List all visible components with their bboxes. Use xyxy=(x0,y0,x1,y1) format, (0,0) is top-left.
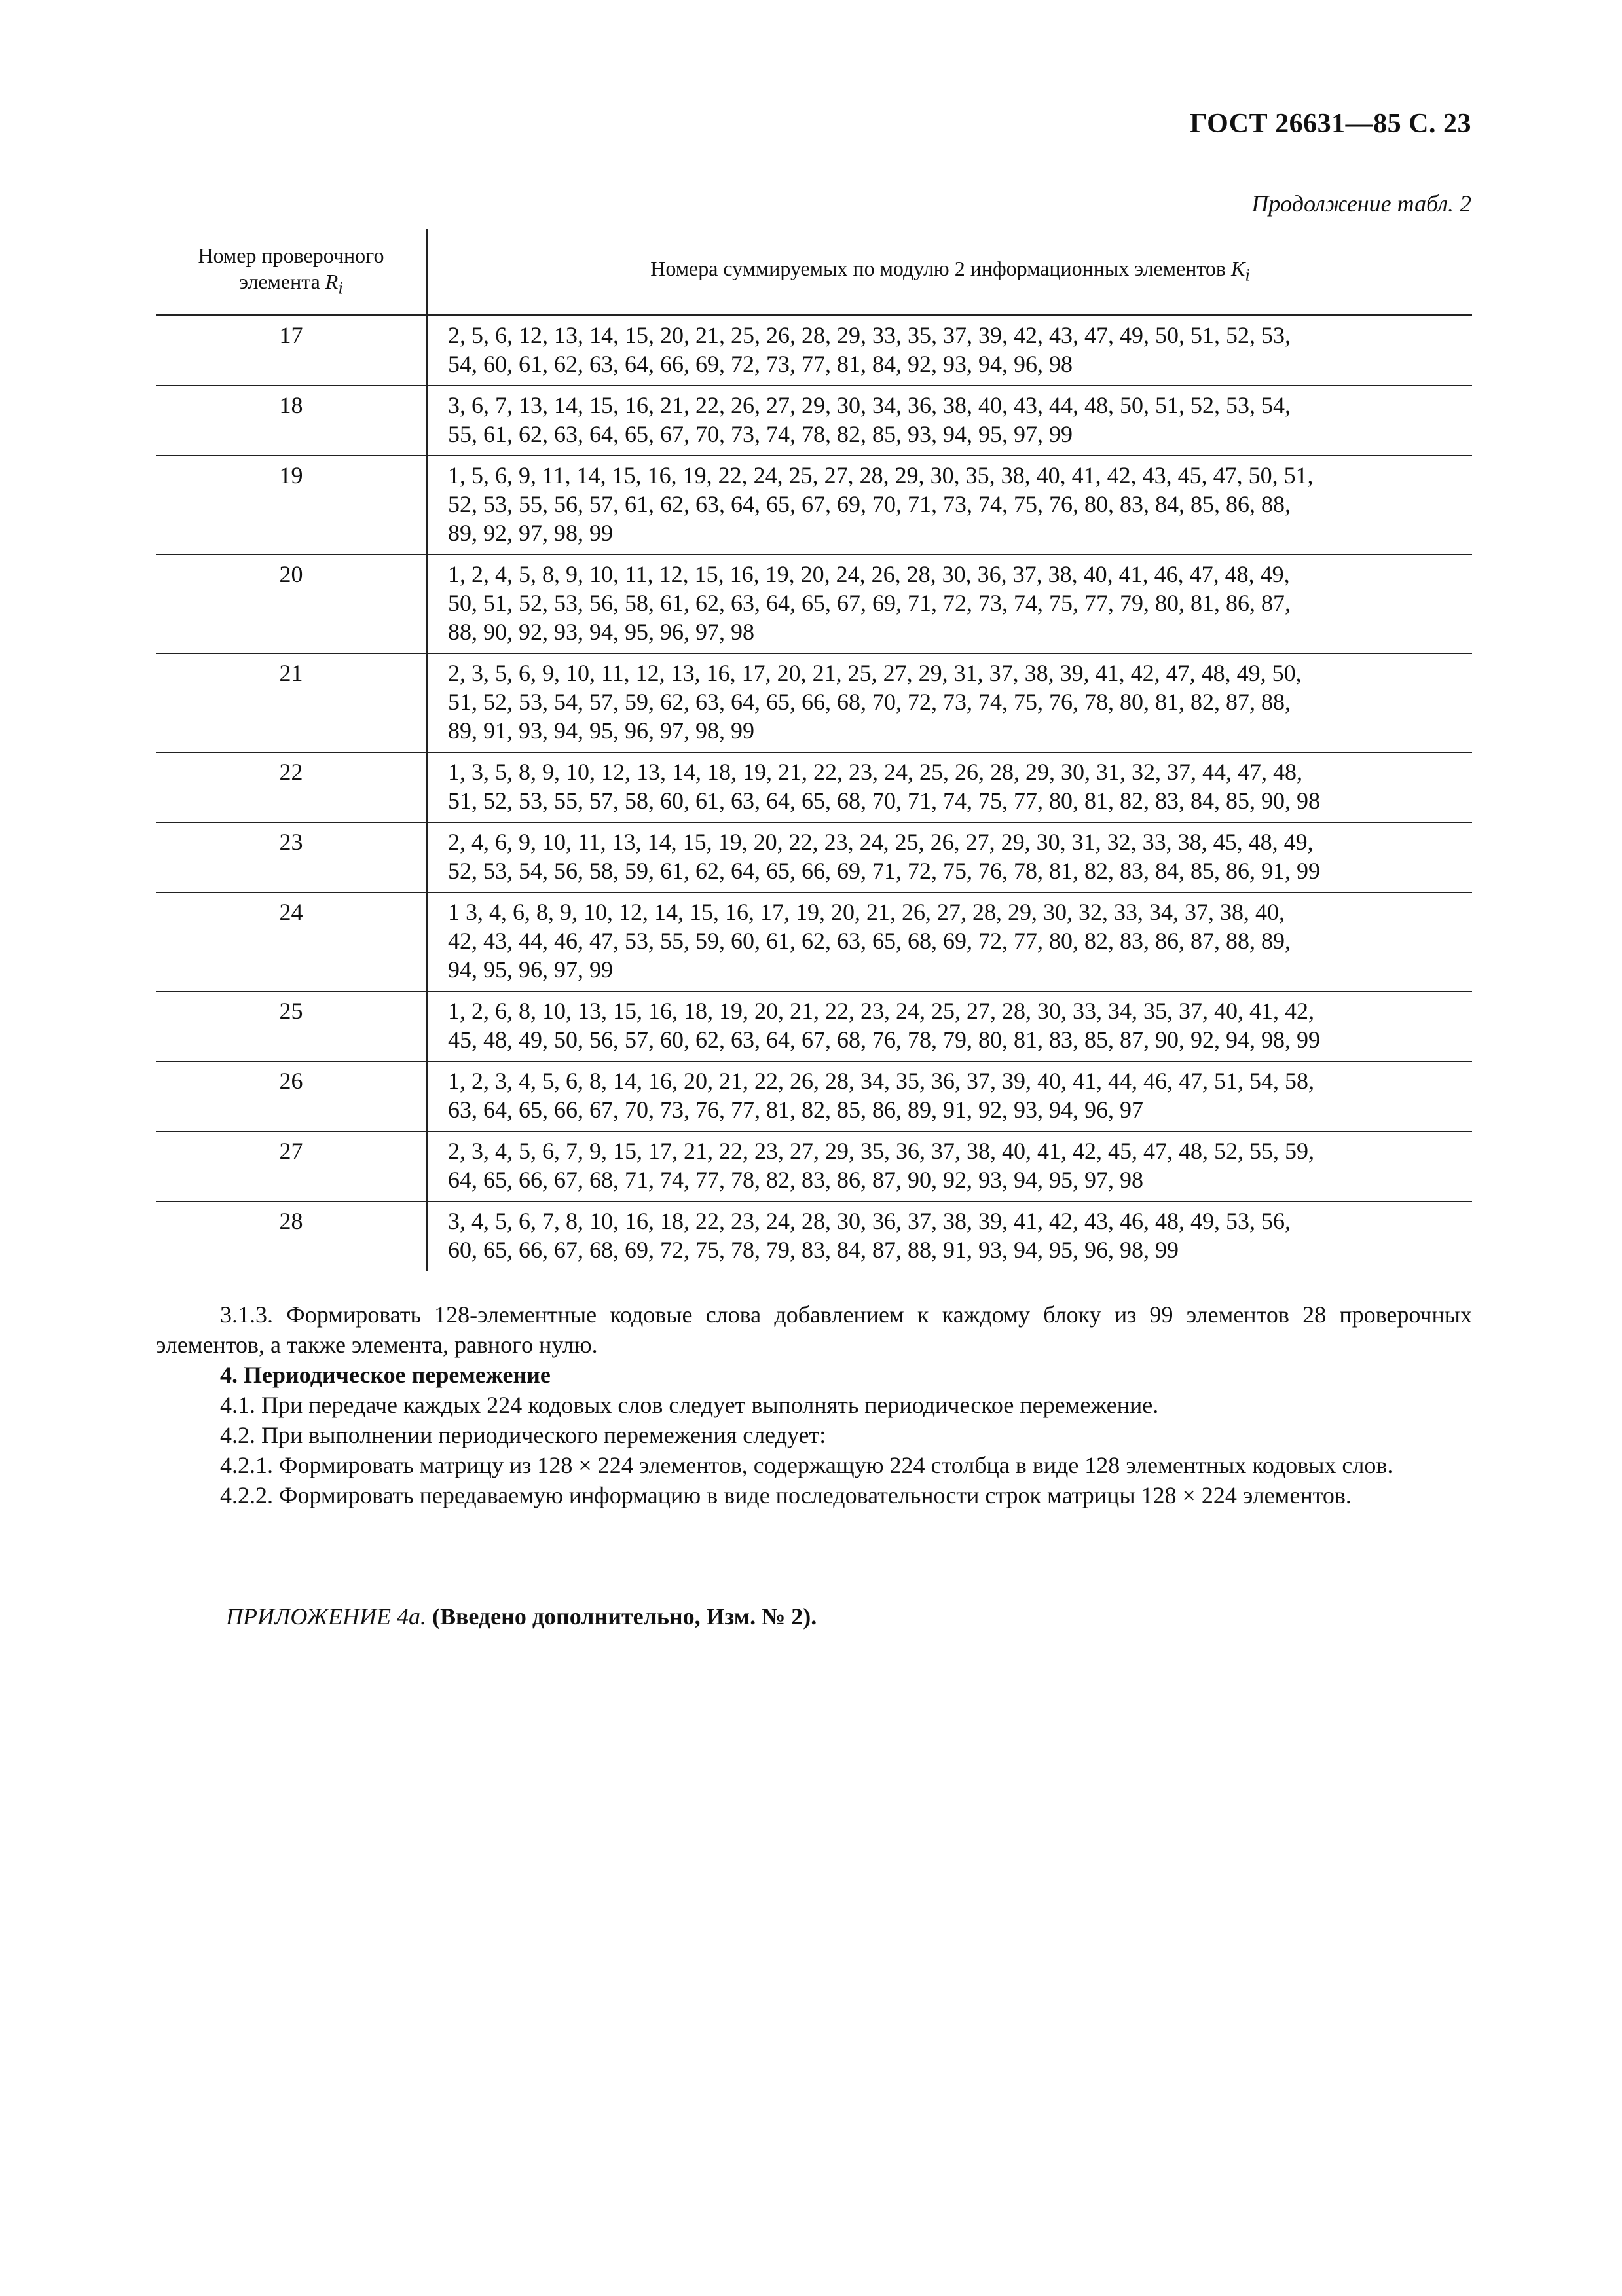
page-header: ГОСТ 26631—85 С. 23 xyxy=(1189,109,1471,139)
table-row xyxy=(156,653,1472,752)
info-elements-line: 89, 92, 97, 98, 99 xyxy=(448,520,613,546)
info-elements-list xyxy=(428,752,1473,822)
info-elements-line: 88, 90, 92, 93, 94, 95, 96, 97, 98 xyxy=(448,619,754,645)
info-elements-line: 2, 3, 5, 6, 9, 10, 11, 12, 13, 16, 17, 20, 21, 25, 27, 29, 31, 37, 38, 39, 41, 42, 47, 48, 49, 50, xyxy=(448,660,1302,686)
info-elements-line: 3, 6, 7, 13, 14, 15, 16, 21, 22, 26, 27, 29, 30, 34, 36, 38, 40, 43, 44, 48, 50, 51, 52, 53, 54, xyxy=(448,392,1291,418)
info-elements-list xyxy=(428,1201,1473,1271)
info-elements-line: 1, 3, 5, 8, 9, 10, 12, 13, 14, 18, 19, 21, 22, 23, 24, 25, 26, 28, 29, 30, 31, 32, 37, 44, 47, 48, xyxy=(448,759,1302,785)
info-elements-list xyxy=(428,892,1473,991)
header-info-symbol: K xyxy=(1231,257,1245,281)
info-elements-list xyxy=(428,456,1473,555)
check-element-number: 21 xyxy=(156,653,428,752)
info-elements-list xyxy=(428,1131,1473,1201)
check-element-number: 17 xyxy=(156,316,428,386)
appendix-change-note: (Введено дополнительно, Изм. № 2). xyxy=(432,1603,817,1630)
paragraph-4-2-1: 4.2.1. Формировать матрицу из 128 × 224 элементов, содержащую 224 столбца в виде 128 элементных кодовых слов. xyxy=(220,1452,1393,1478)
check-element-number: 18 xyxy=(156,386,428,456)
info-elements-line: 45, 48, 49, 50, 56, 57, 60, 62, 63, 64, 67, 68, 76, 78, 79, 80, 81, 83, 85, 87, 90, 92, 94, 98, 99 xyxy=(448,1027,1320,1053)
table-row xyxy=(156,1201,1472,1271)
check-element-number: 19 xyxy=(156,456,428,555)
info-elements-line: 1, 5, 6, 9, 11, 14, 15, 16, 19, 22, 24, 25, 27, 28, 29, 30, 35, 38, 40, 41, 42, 43, 45, 47, 50, 51, xyxy=(448,462,1314,488)
info-elements-list xyxy=(428,316,1473,386)
info-elements-line: 2, 4, 6, 9, 10, 11, 13, 14, 15, 19, 20, 22, 23, 24, 25, 26, 27, 29, 30, 31, 32, 33, 38, 45, 48, 49, xyxy=(448,829,1314,855)
check-element-number: 27 xyxy=(156,1131,428,1201)
table-row xyxy=(156,1061,1472,1131)
info-elements-line: 94, 95, 96, 97, 99 xyxy=(448,957,613,983)
check-element-number: 25 xyxy=(156,991,428,1061)
header-info-subscript: i xyxy=(1245,264,1250,285)
check-element-number: 22 xyxy=(156,752,428,822)
table-row xyxy=(156,555,1472,653)
table-body xyxy=(156,316,1472,1271)
table-row xyxy=(156,892,1472,991)
header-check-element xyxy=(156,229,428,316)
header-check-subscript: i xyxy=(338,278,343,298)
code-table xyxy=(156,229,1472,1271)
info-elements-list xyxy=(428,386,1473,456)
appendix-label: ПРИЛОЖЕНИЕ 4а. xyxy=(226,1603,426,1630)
info-elements-line: 51, 52, 53, 55, 57, 58, 60, 61, 63, 64, 65, 68, 70, 71, 74, 75, 77, 80, 81, 82, 83, 84, 85, 90, 98 xyxy=(448,788,1320,814)
info-elements-line: 50, 51, 52, 53, 56, 58, 61, 62, 63, 64, 65, 67, 69, 71, 72, 73, 74, 75, 77, 79, 80, 81, 86, 87, xyxy=(448,590,1291,616)
info-elements-line: 51, 52, 53, 54, 57, 59, 62, 63, 64, 65, 66, 68, 70, 72, 73, 74, 75, 76, 78, 80, 81, 82, 87, 88, xyxy=(448,689,1291,715)
info-elements-list xyxy=(428,822,1473,892)
appendix-note xyxy=(226,1603,817,1630)
table-row xyxy=(156,386,1472,456)
info-elements-line: 52, 53, 54, 56, 58, 59, 61, 62, 64, 65, 66, 69, 71, 72, 75, 76, 78, 81, 82, 83, 84, 85, 86, 91, 99 xyxy=(448,858,1320,884)
check-element-number: 23 xyxy=(156,822,428,892)
section-4-heading: 4. Периодическое перемежение xyxy=(220,1362,551,1388)
info-elements-line: 60, 65, 66, 67, 68, 69, 72, 75, 78, 79, 83, 84, 87, 88, 91, 93, 94, 95, 96, 98, 99 xyxy=(448,1237,1179,1263)
paragraph-4-2: 4.2. При выполнении периодического перемежения следует: xyxy=(220,1422,826,1448)
table-row xyxy=(156,822,1472,892)
info-elements-line: 2, 3, 4, 5, 6, 7, 9, 15, 17, 21, 22, 23, 27, 29, 35, 36, 37, 38, 40, 41, 42, 45, 47, 48, 52, 55, 59, xyxy=(448,1138,1314,1164)
table-row xyxy=(156,1131,1472,1201)
info-elements-line: 52, 53, 55, 56, 57, 61, 62, 63, 64, 65, 67, 69, 70, 71, 73, 74, 75, 76, 80, 83, 84, 85, 86, 88, xyxy=(448,491,1291,517)
paragraph-3-1-3: 3.1.3. Формировать 128-элементные кодовые слова добавлением к каждому блоку из 99 элементов 28 проверочных элементов, а также элемента, равного нулю. xyxy=(156,1302,1472,1358)
info-elements-line: 1, 2, 6, 8, 10, 13, 15, 16, 18, 19, 20, 21, 22, 23, 24, 25, 27, 28, 30, 33, 34, 35, 37, 40, 41, 42, xyxy=(448,998,1314,1024)
table-row xyxy=(156,752,1472,822)
info-elements-line: 42, 43, 44, 46, 47, 53, 55, 59, 60, 61, 62, 63, 65, 68, 69, 72, 77, 80, 82, 83, 86, 87, 88, 89, xyxy=(448,928,1291,954)
info-elements-line: 55, 61, 62, 63, 64, 65, 67, 70, 73, 74, 78, 82, 85, 93, 94, 95, 97, 99 xyxy=(448,421,1073,447)
table-header-row xyxy=(156,229,1472,316)
info-elements-line: 89, 91, 93, 94, 95, 96, 97, 98, 99 xyxy=(448,718,754,744)
info-elements-list xyxy=(428,1061,1473,1131)
info-elements-line: 1, 2, 3, 4, 5, 6, 8, 14, 16, 20, 21, 22, 26, 28, 34, 35, 36, 37, 39, 40, 41, 44, 46, 47, 51, 54, 58, xyxy=(448,1068,1314,1094)
table-row xyxy=(156,456,1472,555)
header-check-label: Номер проверочного элемента xyxy=(198,244,384,294)
check-element-number: 26 xyxy=(156,1061,428,1131)
paragraph-4-2-2: 4.2.2. Формировать передаваемую информацию в виде последовательности строк матрицы 128 × 224 элементов. xyxy=(220,1482,1352,1508)
header-info-elements xyxy=(428,229,1473,316)
info-elements-line: 3, 4, 5, 6, 7, 8, 10, 16, 18, 22, 23, 24, 28, 30, 36, 37, 38, 39, 41, 42, 43, 46, 48, 49, 53, 56, xyxy=(448,1208,1291,1234)
info-elements-line: 63, 64, 65, 66, 67, 70, 73, 76, 77, 81, 82, 85, 86, 89, 91, 92, 93, 94, 96, 97 xyxy=(448,1097,1143,1123)
check-element-number: 28 xyxy=(156,1201,428,1271)
info-elements-list xyxy=(428,653,1473,752)
info-elements-list xyxy=(428,991,1473,1061)
table-row xyxy=(156,991,1472,1061)
info-elements-line: 1 3, 4, 6, 8, 9, 10, 12, 14, 15, 16, 17, 19, 20, 21, 26, 27, 28, 29, 30, 32, 33, 34, 37, 38, 40, xyxy=(448,899,1285,925)
info-elements-line: 2, 5, 6, 12, 13, 14, 15, 20, 21, 25, 26, 28, 29, 33, 35, 37, 39, 42, 43, 47, 49, 50, 51, 52, 53, xyxy=(448,322,1291,348)
body-text xyxy=(156,1300,1472,1510)
check-element-number: 24 xyxy=(156,892,428,991)
check-element-number: 20 xyxy=(156,555,428,653)
info-elements-line: 64, 65, 66, 67, 68, 71, 74, 77, 78, 82, 83, 86, 87, 90, 92, 93, 94, 95, 97, 98 xyxy=(448,1167,1143,1193)
info-elements-list xyxy=(428,555,1473,653)
table-row xyxy=(156,316,1472,386)
info-elements-line: 54, 60, 61, 62, 63, 64, 66, 69, 72, 73, 77, 81, 84, 92, 93, 94, 96, 98 xyxy=(448,351,1073,377)
info-elements-line: 1, 2, 4, 5, 8, 9, 10, 11, 12, 15, 16, 19, 20, 24, 26, 28, 30, 36, 37, 38, 40, 41, 46, 47, 48, 49, xyxy=(448,561,1290,587)
header-check-symbol: R xyxy=(325,270,339,294)
table-caption: Продолжение табл. 2 xyxy=(1251,191,1471,217)
paragraph-4-1: 4.1. При передаче каждых 224 кодовых слов следует выполнять периодическое перемежение. xyxy=(220,1392,1159,1418)
header-info-label: Номера суммируемых по модулю 2 информационных элементов xyxy=(650,257,1226,281)
